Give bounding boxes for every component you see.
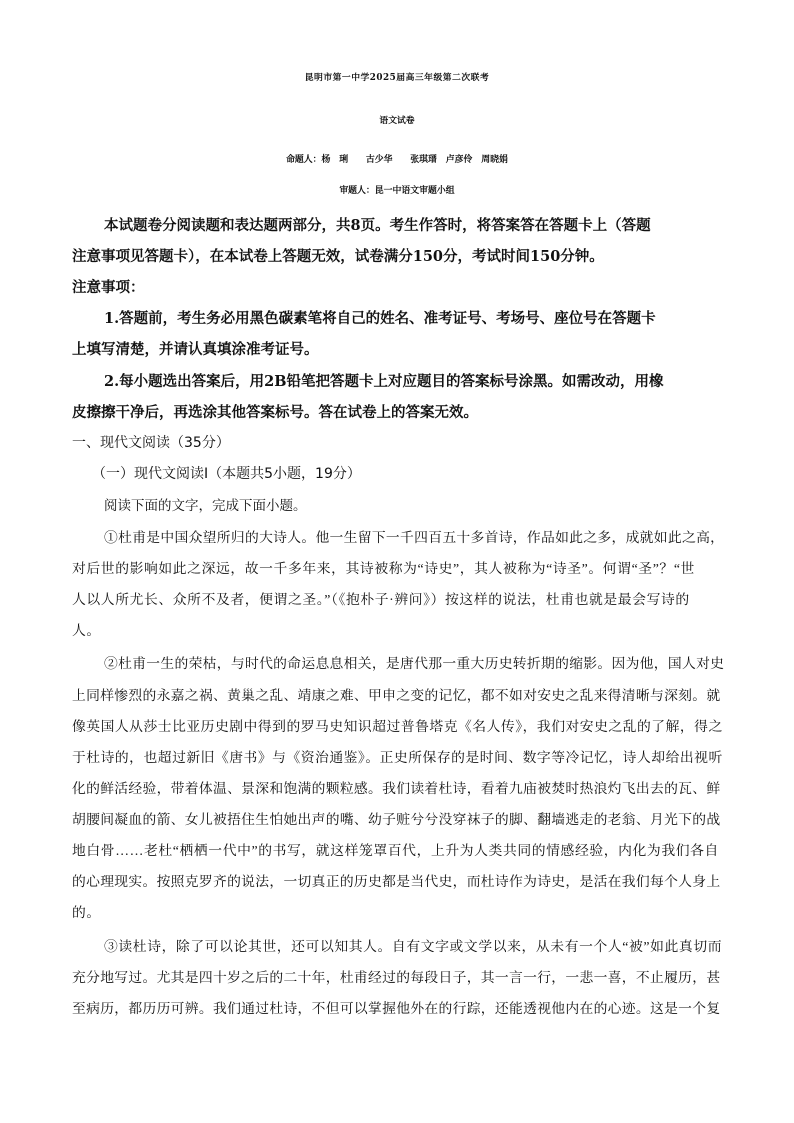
notice-item-2-line-2: 皮擦擦干净后，再选涂其他答案标号。答在试卷上的答案无效。	[72, 404, 478, 421]
passage-p2-line-5: 化的鲜活经验，带着体温、景深和饱满的颗粒感。我们读着杜诗，看着九庙被焚时热浪灼飞出去的瓦、鲜	[72, 781, 721, 796]
authors-line: 命题人：杨 琍 古少华 张琪瑨 卢彦伶 周晓娟	[286, 155, 508, 165]
passage-p1-line-1: ①杜甫是中国众望所归的大诗人。他一生留下一千四百五十多首诗，作品如此之多，成就如此之高，	[104, 530, 725, 545]
passage-p1-line-4: 人。	[72, 623, 101, 638]
passage-p1-line-2: 对后世的影响如此之深远，故一千多年来，其诗被称为“诗史”，其人被称为“诗圣”。何谓“圣”？“世	[72, 561, 695, 576]
section-heading: 一、现代文阅读（35分）	[72, 435, 230, 451]
passage-p2-line-4: 于杜诗的，也超过新旧《唐书》与《资治通鉴》。正史所保存的是时间、数字等冷记忆，诗人却给出视听	[72, 750, 723, 765]
instructions-line-2: 注意事项见答题卡），在本试卷上答题无效，试卷满分150分，考试时间150分钟。	[72, 248, 604, 265]
passage-p2-line-7: 地白骨……老杜“栖栖一代中”的书写，就这样笼罩百代，上升为人类共同的情感经验，内化为我们各自	[72, 843, 719, 858]
notice-item-1-line-1: 1.答题前，考生务必用黑色碳素笔将自己的姓名、准考证号、考场号、座位号在答题卡	[104, 310, 656, 327]
reviewer-line: 审题人：昆一中语文审题小组	[339, 186, 455, 196]
passage-p2-line-9: 的。	[72, 905, 101, 920]
passage-p3-line-1: ③读杜诗，除了可以论其世，还可以知其人。自有文字或文学以来，从未有一个人“被”如此真切而	[104, 939, 723, 954]
subject-title: 语文试卷	[379, 116, 415, 126]
passage-p2-line-2: 上同样惨烈的永嘉之祸、黄巢之乱、靖康之难、甲申之变的记忆，都不如对安史之乱来得清晰与深刻。就	[72, 688, 721, 703]
notice-item-1-line-2: 上填写清楚，并请认真填涂准考证号。	[72, 341, 319, 358]
passage-p3-line-2: 充分地写过。尤其是四十岁之后的二十年，杜甫经过的每段日子，其一言一行，一悲一喜，不止履历，甚	[72, 970, 721, 985]
reading-direction: 阅读下面的文字，完成下面小题。	[104, 498, 307, 514]
passage-p2-line-1: ②杜甫一生的荣枯，与时代的命运息息相关，是唐代那一重大历史转折期的缩影。因为他，国人对史	[104, 656, 725, 671]
notice-item-2-line-1: 2.每小题选出答案后，用2B铅笔把答题卡上对应题目的答案标号涂黑。如需改动，用橡	[104, 373, 664, 390]
passage-p2-line-6: 胡腰间凝血的箭、女儿被捂住生怕她出声的嘴、幼子赃兮兮没穿袜子的脚、翻墙逃走的老翁、月光下的战	[72, 812, 721, 827]
notice-label: 注意事项：	[72, 279, 145, 296]
section-subheading: （一）现代文阅读Ⅰ（本题共5小题，19分）	[92, 466, 361, 482]
passage-p2-line-8: 的心理现实。按照克罗齐的说法，一切真正的历史都是当代史，而杜诗作为诗史，是活在我们每个人身上	[72, 874, 721, 889]
passage-p1-line-3: 人以人所尤长、众所不及者，便谓之圣。”（《抱朴子·辨问》）按这样的说法，杜甫也就是最会写诗的	[72, 592, 690, 607]
passage-p2-line-3: 像英国人从莎士比亚历史剧中得到的罗马史知识超过普鲁塔克《名人传》，我们对安史之乱的了解，得之	[72, 719, 723, 734]
exam-title: 昆明市第一中学2025届高三年级第二次联考	[304, 73, 490, 83]
passage-p3-line-3: 至病历，都历历可辨。我们通过杜诗，不但可以掌握他外在的行踪，还能透视他内在的心迹。这是一个复	[72, 1001, 721, 1016]
instructions-line-1: 本试题卷分阅读题和表达题两部分，共8页。考生作答时，将答案答在答题卡上（答题	[104, 217, 651, 234]
